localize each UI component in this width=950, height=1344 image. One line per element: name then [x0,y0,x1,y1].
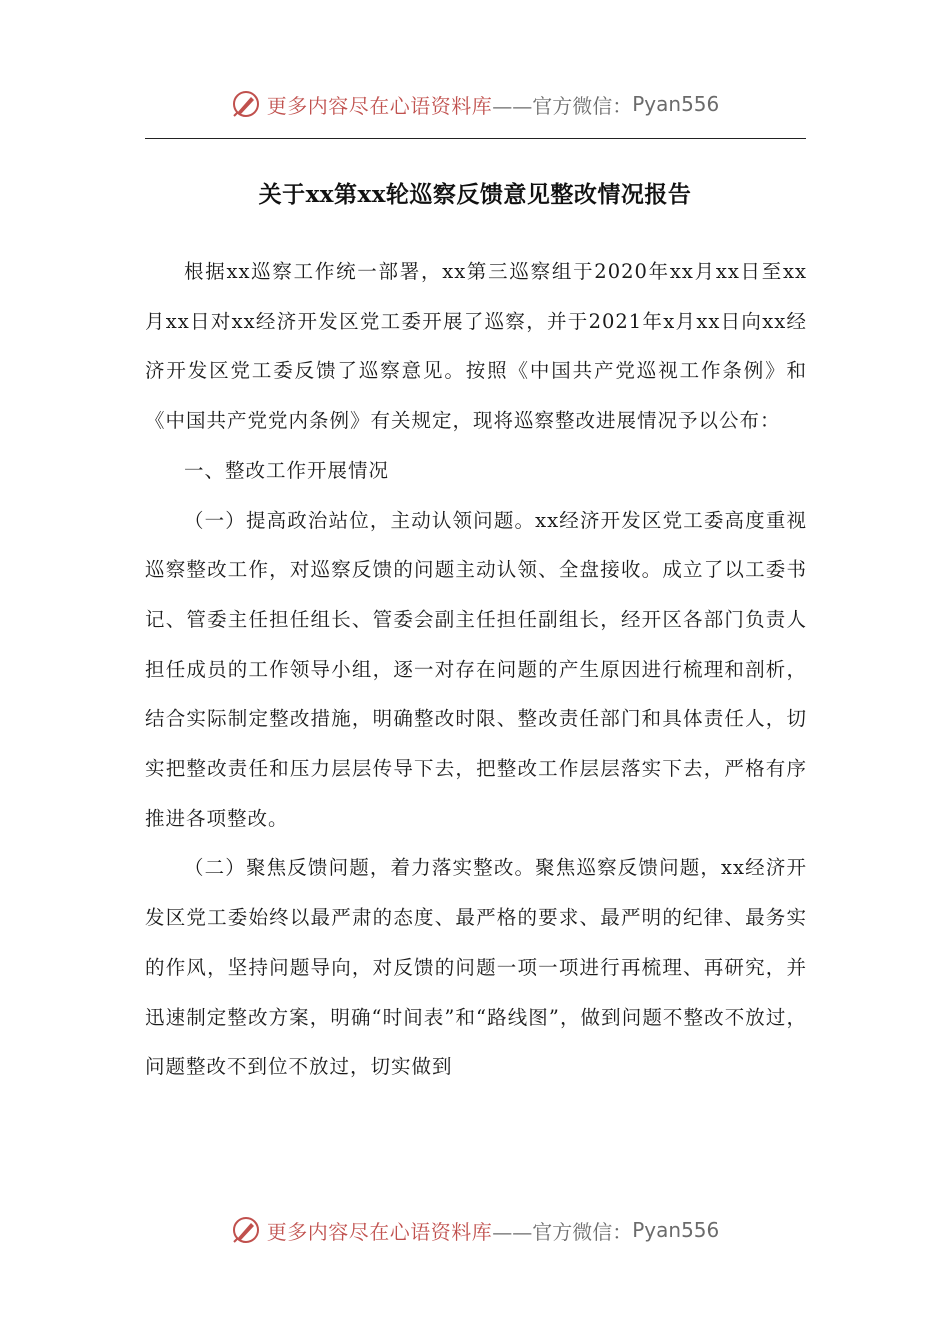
paragraph-item-1: （一）提高政治站位，主动认领问题。xx经济开发区党工委高度重视巡察整改工作，对巡察反馈的问题主动认领、全盘接收。成立了以工委书记、管委主任担任组长、管委会副主任担任副组长，经开区各部门负责人担任成员的工作领导小组，逐一对存在问题的产生原因进行梳理和剖析，结合实际制定整改措施，明确整改时限、整改责任部门和具体责任人，切实把整改责任和压力层层传导下去，把整改工作层层落实下去，严格有序推进各项整改。 [145,508,807,830]
footer-banner [0,1208,950,1252]
wechat-id: Pyan556 [632,92,720,116]
header-divider [145,138,806,139]
wechat-id: Pyan556 [632,1218,720,1242]
pen-nib-logo-icon [231,1215,261,1245]
brand-text: 更多内容尽在心语资料库 [266,93,493,118]
document-title: 关于xx第xx轮巡察反馈意见整改情况报告 [258,181,692,208]
brand-text: 更多内容尽在心语资料库 [266,1219,493,1244]
banner-separator: ——官方微信： [492,93,633,118]
banner-separator: ——官方微信： [492,1219,633,1244]
header-banner [0,82,950,126]
section-heading: 一、整改工作开展情况 [184,458,390,482]
pen-nib-logo-icon [231,89,261,119]
document-body [145,247,807,1092]
paragraph-item-2: （二）聚焦反馈问题，着力落实整改。聚焦巡察反馈问题，xx经济开发区党工委始终以最严肃的态度、最严格的要求、最严明的纪律、最务实的作风，坚持问题导向，对反馈的问题一项一项进行再梳理、再研究，并迅速制定整改方案，明确“时间表”和“路线图”，做到问题不整改不放过，问题整改不到位不放过，切实做到 [145,856,807,1079]
paragraph-intro: 根据xx巡察工作统一部署，xx第三巡察组于2020年xx月xx日至xx月xx日对xx经济开发区党工委开展了巡察，并于2021年x月xx日向xx经济开发区党工委反馈了巡察意见。按照《中国共产党巡视工作条例》和《中国共产党党内条例》有关规定，现将巡察整改进展情况予以公布： [145,260,807,433]
